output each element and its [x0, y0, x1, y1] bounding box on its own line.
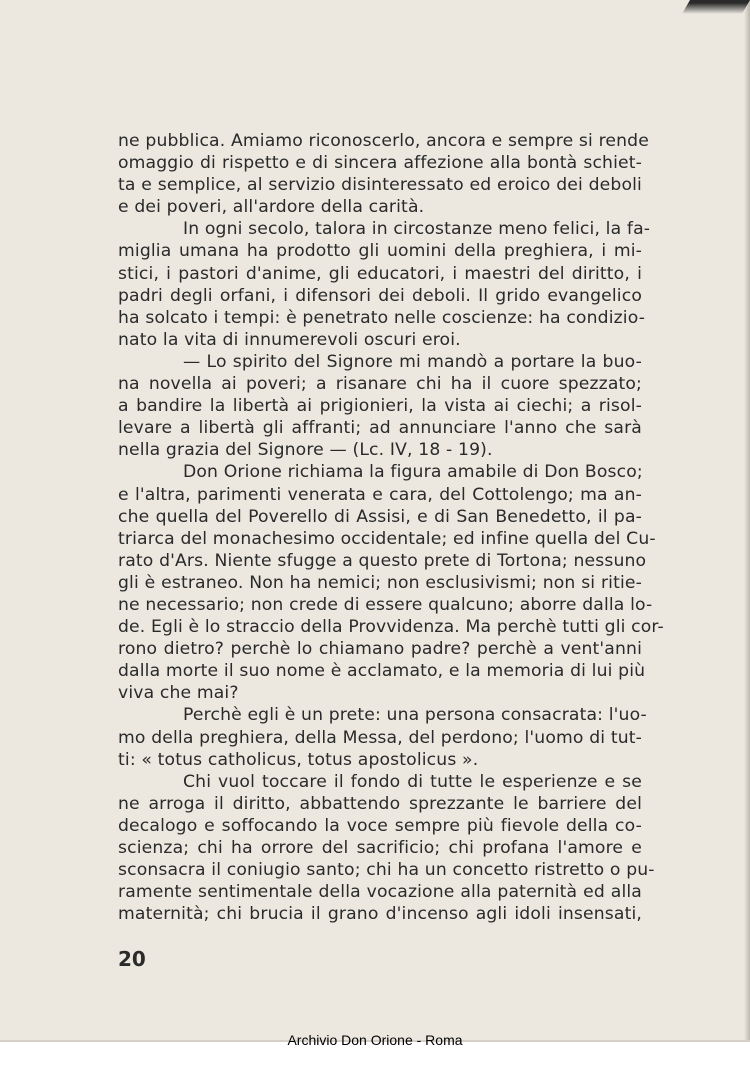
page-corner-shadow	[682, 0, 750, 14]
text-line: e l'altra, parimenti venerata e cara, del Cottolengo; ma an-	[118, 484, 642, 505]
text-line: Perchè egli è un prete: una persona consacrata: l'uo-	[183, 705, 647, 726]
body-text	[118, 130, 664, 925]
text-line: Chi vuol toccare il fondo di tutte le esperienze e se	[183, 771, 642, 792]
text-line: levare a libertà gli affranti; ad annunciare l'anno che sarà	[118, 418, 642, 439]
text-line: maternità; chi brucia il grano d'incenso agli idoli insensati,	[118, 904, 642, 925]
page-number: 20	[118, 947, 146, 971]
text-line: decalogo e soffocando la voce sempre più fievole della co-	[118, 815, 642, 836]
text-line: ne pubblica. Amiamo riconoscerlo, ancora e sempre si rende	[118, 131, 649, 151]
text-line: ne necessario; non crede di essere qualcuno; aborre dalla lo-	[118, 594, 653, 615]
text-line: ti: « totus catholicus, totus apostolicus ».	[118, 749, 479, 770]
text-line: de. Egli è lo straccio della Provvidenza. Ma perchè tutti gli cor-	[118, 617, 664, 638]
text-line: ha solcato i tempi: è penetrato nelle coscienze: ha condizio-	[118, 307, 646, 328]
text-line: ramente sentimentale della vocazione alla paternità ed alla	[118, 882, 642, 903]
archive-footer: Archivio Don Orione - Roma	[287, 1032, 463, 1048]
text-line: miglia umana ha prodotto gli uomini della preghiera, i mi-	[118, 241, 642, 262]
text-line: stici, i pastori d'anime, gli educatori, i maestri del diritto, i	[118, 263, 642, 284]
text-line: nato la vita di innumerevoli oscuri eroi.	[118, 329, 461, 350]
text-line: — Lo spirito del Signore mi mandò a portare la buo-	[183, 351, 642, 372]
text-line: dalla morte il suo nome è acclamato, e la memoria di lui più	[118, 661, 646, 682]
text-line: che quella del Poverello di Assisi, e di San Benedetto, il pa-	[118, 506, 642, 527]
text-line: viva che mai?	[118, 683, 239, 704]
text-line: scienza; chi ha orrore del sacrificio; chi profana l'amore e	[118, 838, 642, 858]
text-line: triarca del monachesimo occidentale; ed infine quella del Cu-	[118, 528, 656, 549]
page-edge-shadow	[744, 0, 750, 1040]
text-line: omaggio di rispetto e di sincera affezione alla bontà schiet-	[118, 153, 642, 174]
text-line: e dei poveri, all'ardore della carità.	[118, 197, 425, 218]
text-line: nella grazia del Signore — (Lc. IV, 18 - 19).	[118, 440, 493, 461]
text-line: sconsacra il coniugio santo; chi ha un concetto ristretto o pu-	[118, 860, 655, 881]
text-line: padri degli orfani, i difensori dei deboli. Il grido evangelico	[118, 285, 642, 306]
text-line: a bandire la libertà ai prigionieri, la vista ai ciechi; a risol-	[118, 396, 642, 417]
text-line: ne arroga il diritto, abbattendo sprezzante le barriere del	[118, 793, 642, 814]
text-line: na novella ai poveri; a risanare chi ha il cuore spezzato;	[118, 374, 642, 395]
text-line: Don Orione richiama la figura amabile di Don Bosco;	[183, 462, 643, 483]
text-line: In ogni secolo, talora in circostanze meno felici, la fa-	[183, 219, 651, 240]
text-line: mo della preghiera, della Messa, del perdono; l'uomo di tut-	[118, 727, 642, 748]
text-line: ta e semplice, al servizio disinteressato ed eroico dei deboli	[118, 175, 642, 196]
text-line: rono dietro? perchè lo chiamano padre? perchè a vent'anni	[118, 639, 642, 660]
text-line: rato d'Ars. Niente sfugge a questo prete di Tortona; nessuno	[118, 550, 647, 571]
text-line: gli è estraneo. Non ha nemici; non esclusivismi; non si ritie-	[118, 572, 642, 593]
